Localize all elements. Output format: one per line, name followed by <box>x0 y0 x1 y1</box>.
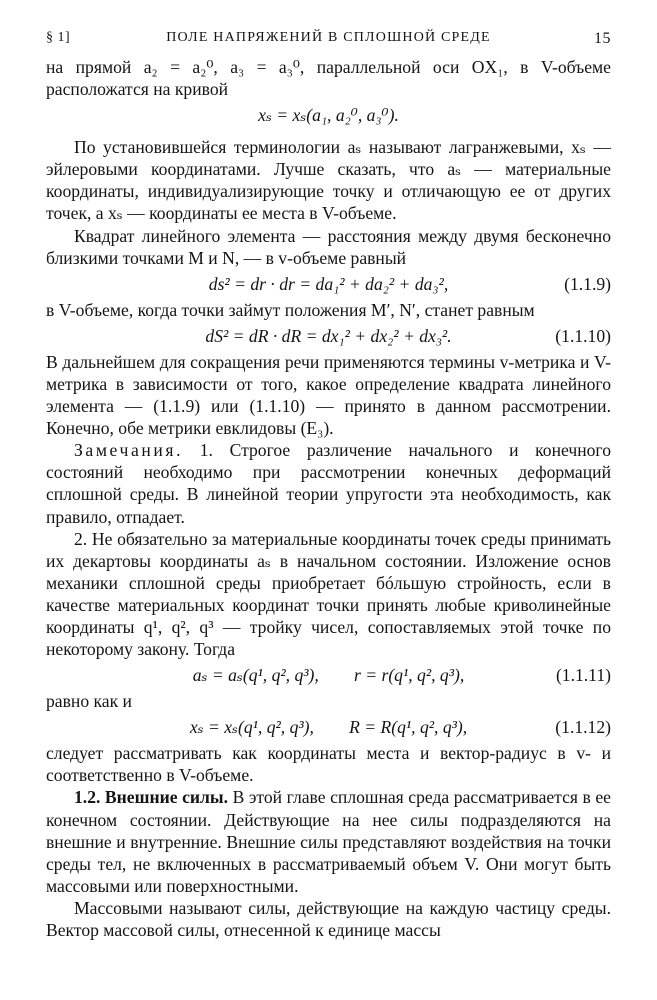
remarks-text: 1. Строгое различение начального и конечного состояний необходимо при рассмотрении конечных деформаций сплошной среды. В линейной теории упругости эта необходимость, как правило, отпадает. <box>46 440 611 527</box>
equation <box>46 660 611 690</box>
paragraph: Массовыми называют силы, действующие на каждую частицу среды. Вектор массовой силы, отнесенной к единице массы <box>46 897 611 940</box>
equation-formula: aₛ = aₛ(q¹, q², q³), r = r(q¹, q², q³), <box>192 665 465 686</box>
remarks-lead: Замечания. <box>74 440 184 461</box>
running-title: ПОЛЕ НАПРЯЖЕНИЙ В СПЛОШНОЙ СРЕДЕ <box>166 30 491 45</box>
paragraph: на прямой a₂ = a₂⁰, a₃ = a₃⁰, параллельной оси OX₁, в V-объеме расположатся на кривой <box>46 57 611 100</box>
remarks-paragraph <box>46 439 611 527</box>
paragraph: в V-объеме, когда точки займут положения M′, N′, станет равным <box>46 299 535 320</box>
equation <box>46 321 611 351</box>
section-heading: 1.2. Внешние силы. <box>74 787 229 808</box>
section-text: В этой главе сплошная среда рассматривается в ее конечном состоянии. Действующие на нее силы подразделяются на внешние и внутренние. Внешние силы представляют воздействия на точки среды тел, не включенных в рассматриваемый объем V. Они могут быть массовыми или поверхностными. <box>46 787 611 896</box>
equation-number: (1.1.11) <box>555 665 611 686</box>
equation-number: (1.1.9) <box>564 273 611 294</box>
paragraph: 2. Не обязательно за материальные координаты точек среды принимать их декартовы координаты aₛ в начальном состоянии. Изложение основ механики сплошной среды приобретает бóльшую стройность, если в качестве материальных координат точки принять любые криволинейные координаты q¹, q², q³ — тройку чисел, сопоставляемых этой точке по некоторому закону. Тогда <box>46 528 611 660</box>
paragraph: По установившейся терминологии aₛ называют лагранжевыми, xₛ — эйлеровыми координатами. Лучше сказать, что aₛ — материальные координаты, индивидуализирующие точку и отличающую ее от других точек, а xₛ — координаты ее места в V-объеме. <box>46 137 611 224</box>
paragraph: равно как и <box>46 691 132 712</box>
equation-formula: xₛ = xₛ(q¹, q², q³), R = R(q¹, q², q³), <box>189 717 468 738</box>
equation-number: (1.1.12) <box>555 717 611 738</box>
section-mark: § 1] <box>46 30 71 45</box>
section-paragraph <box>46 786 611 896</box>
equation-formula: dS² = dR · dR = dx₁² + dx₂² + dx₃². <box>205 325 452 346</box>
paragraph: В дальнейшем для сокращения речи применяются термины v-метрика и V-метрика в зависимости от того, какое определение квадрата линейного элемента — (1.1.9) или (1.1.10) — принято в данном рассмотрении. Конечно, обе метрики евклидовы (E₃). <box>46 351 611 439</box>
page-number: 15 <box>594 30 611 47</box>
equation <box>46 100 611 130</box>
equation-formula: ds² = dr · dr = da₁² + da₂² + da₃², <box>208 273 449 294</box>
equation-formula: xₛ = xₛ(a₁, a₂⁰, a₃⁰). <box>258 105 399 126</box>
equation <box>46 269 611 299</box>
paragraph: Квадрат линейного элемента — расстояния между двумя бесконечно близкими точками M и N, — в v-объеме равный <box>46 225 611 268</box>
paragraph: следует рассматривать как координаты места и вектор-радиус в v- и соответственно в V-объеме. <box>46 743 611 786</box>
book-page <box>46 30 611 941</box>
equation <box>46 712 611 742</box>
equation-number: (1.1.10) <box>555 325 611 346</box>
running-header <box>46 30 611 56</box>
